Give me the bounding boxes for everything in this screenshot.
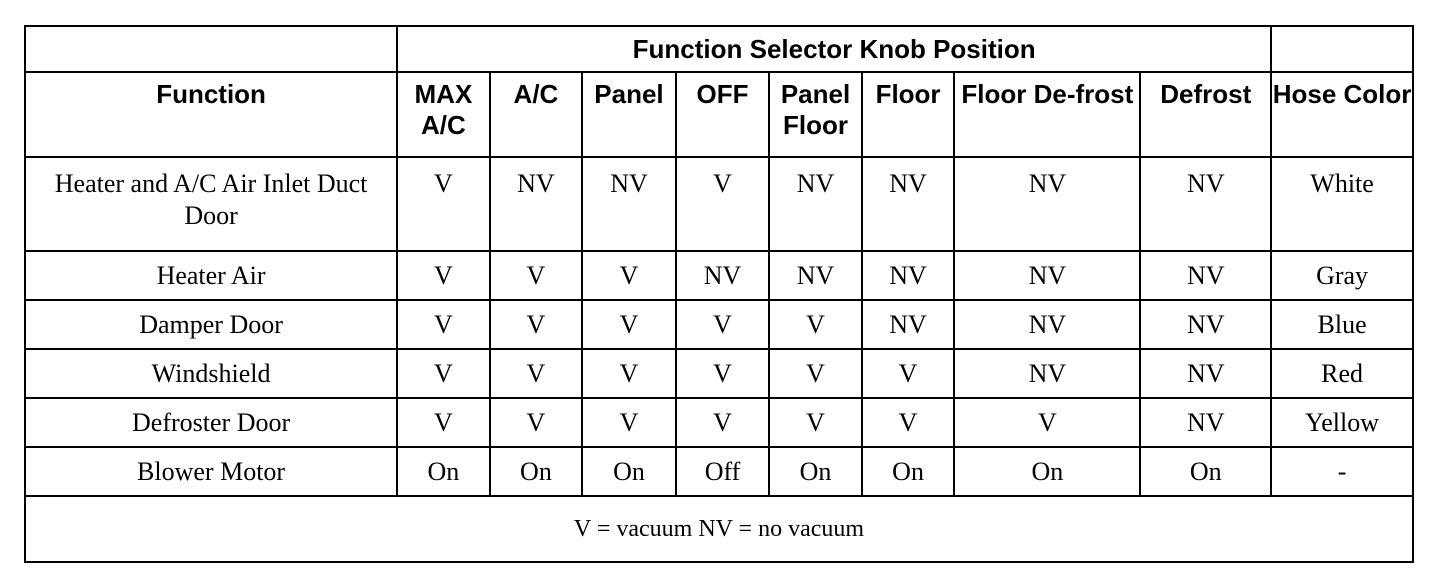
- header-function: Function: [25, 72, 397, 157]
- value-cell: NV: [862, 251, 955, 300]
- hose-color-cell: -: [1271, 447, 1413, 496]
- value-cell: V: [397, 157, 490, 251]
- value-cell: On: [862, 447, 955, 496]
- title-row: [25, 26, 1413, 72]
- vacuum-table-container: [24, 25, 1414, 563]
- value-cell: NV: [1140, 157, 1271, 251]
- hose-color-cell: White: [1271, 157, 1413, 251]
- table-row: [25, 447, 1413, 496]
- value-cell: On: [954, 447, 1140, 496]
- value-cell: On: [397, 447, 490, 496]
- legend-text: V = vacuum NV = no vacuum: [25, 496, 1413, 562]
- value-cell: V: [676, 398, 770, 447]
- function-cell: Blower Motor: [25, 447, 397, 496]
- header-position: OFF: [676, 72, 770, 157]
- value-cell: NV: [1140, 398, 1271, 447]
- hose-color-cell: Yellow: [1271, 398, 1413, 447]
- value-cell: NV: [490, 157, 583, 251]
- header-position: Floor: [862, 72, 955, 157]
- header-position: MAX A/C: [397, 72, 490, 157]
- function-cell: Damper Door: [25, 300, 397, 349]
- value-cell: V: [582, 349, 676, 398]
- value-cell: V: [490, 349, 583, 398]
- value-cell: NV: [954, 157, 1140, 251]
- value-cell: V: [769, 300, 862, 349]
- value-cell: NV: [1140, 251, 1271, 300]
- value-cell: NV: [769, 251, 862, 300]
- header-position: A/C: [490, 72, 583, 157]
- function-cell: Heater and A/C Air Inlet Duct Door: [25, 157, 397, 251]
- value-cell: On: [582, 447, 676, 496]
- value-cell: V: [582, 398, 676, 447]
- vacuum-function-table: [24, 25, 1414, 563]
- value-cell: V: [397, 349, 490, 398]
- column-header-row: [25, 72, 1413, 157]
- corner-cell: [25, 26, 397, 72]
- value-cell: Off: [676, 447, 770, 496]
- table-row: [25, 349, 1413, 398]
- hose-color-cell: Gray: [1271, 251, 1413, 300]
- table-row: [25, 157, 1413, 251]
- hose-color-cell: Blue: [1271, 300, 1413, 349]
- value-cell: On: [490, 447, 583, 496]
- legend-row: [25, 496, 1413, 562]
- value-cell: NV: [1140, 349, 1271, 398]
- value-cell: V: [676, 300, 770, 349]
- value-cell: V: [582, 251, 676, 300]
- value-cell: V: [582, 300, 676, 349]
- value-cell: NV: [954, 349, 1140, 398]
- value-cell: NV: [954, 300, 1140, 349]
- function-cell: Defroster Door: [25, 398, 397, 447]
- value-cell: V: [397, 300, 490, 349]
- header-position: Panel: [582, 72, 676, 157]
- value-cell: V: [769, 349, 862, 398]
- header-position: Panel Floor: [769, 72, 862, 157]
- value-cell: V: [862, 349, 955, 398]
- value-cell: On: [769, 447, 862, 496]
- value-cell: V: [490, 398, 583, 447]
- value-cell: NV: [769, 157, 862, 251]
- value-cell: NV: [862, 300, 955, 349]
- value-cell: V: [490, 251, 583, 300]
- value-cell: V: [397, 251, 490, 300]
- value-cell: V: [954, 398, 1140, 447]
- header-position: Floor De-frost: [954, 72, 1140, 157]
- value-cell: NV: [954, 251, 1140, 300]
- value-cell: On: [1140, 447, 1271, 496]
- value-cell: V: [769, 398, 862, 447]
- hose-color-cell: Red: [1271, 349, 1413, 398]
- table-title: Function Selector Knob Position: [397, 26, 1271, 72]
- value-cell: V: [676, 157, 770, 251]
- value-cell: V: [397, 398, 490, 447]
- table-row: [25, 398, 1413, 447]
- table-row: [25, 251, 1413, 300]
- value-cell: NV: [1140, 300, 1271, 349]
- value-cell: V: [676, 349, 770, 398]
- table-row: [25, 300, 1413, 349]
- function-cell: Windshield: [25, 349, 397, 398]
- header-hose-color: Hose Color: [1271, 72, 1413, 157]
- value-cell: V: [490, 300, 583, 349]
- header-position: Defrost: [1140, 72, 1271, 157]
- value-cell: NV: [676, 251, 770, 300]
- value-cell: NV: [582, 157, 676, 251]
- corner-cell-right: [1271, 26, 1413, 72]
- value-cell: NV: [862, 157, 955, 251]
- function-cell: Heater Air: [25, 251, 397, 300]
- value-cell: V: [862, 398, 955, 447]
